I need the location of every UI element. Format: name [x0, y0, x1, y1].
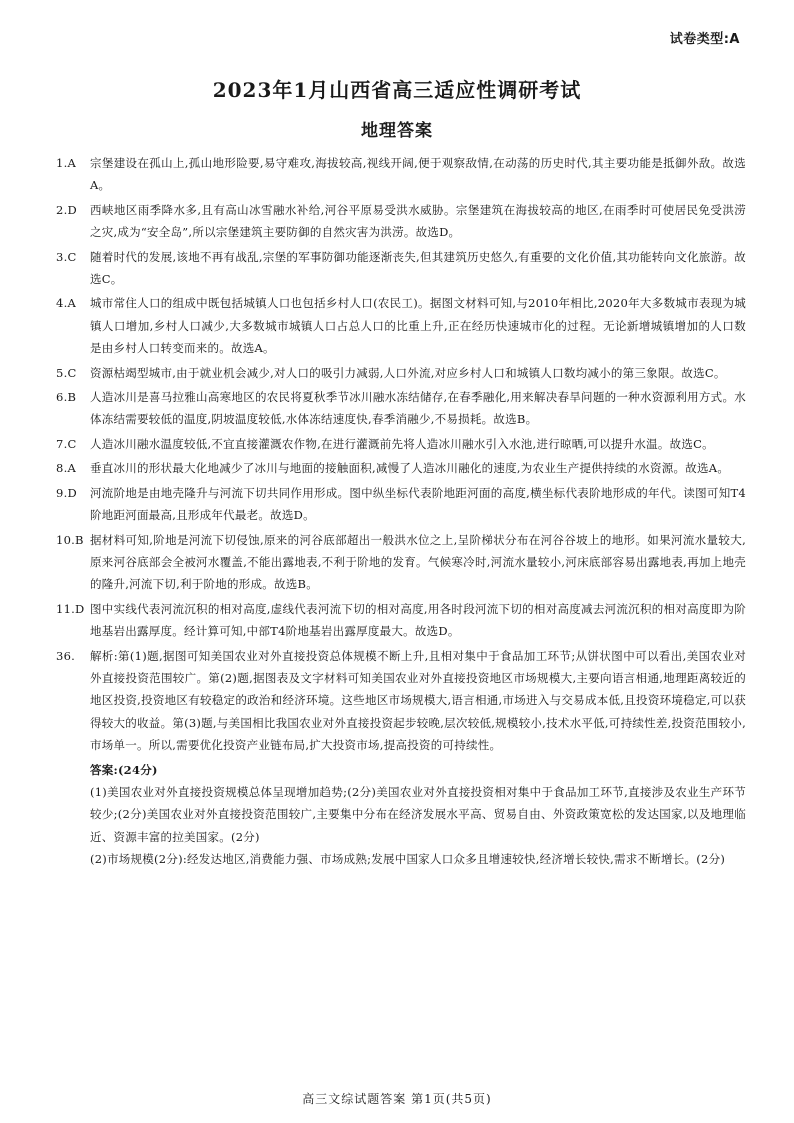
answer-item	[56, 529, 746, 596]
item-text: 城市常住人口的组成中既包括城镇人口也包括乡村人口(农民工)。据图文材料可知,与2010年相比,2020年大多数城市表现为城镇人口增加,乡村人口减少,大多数城市城镇人口占总人口的比重上升,正在经历快速城市化的过程。无论新增城镇增加的人口数是由乡村人口转变而来的。故选A。	[90, 296, 746, 356]
item-number: 5.C	[56, 365, 77, 380]
answer-item	[56, 386, 746, 431]
item-text: 据材料可知,阶地是河流下切侵蚀,原来的河谷底部超出一般洪水位之上,呈阶梯状分布在河谷谷坡上的地形。如果河流水量较大,原来河谷底部会全被河水覆盖,不能出露地表,不利于阶地的发育。气候寒冷时,河流水量较小,河床底部容易出露地表,再加上地壳的隆升,河流下切,利于阶地的形成。故选B。	[90, 532, 746, 592]
item-number: 8.A	[56, 461, 77, 476]
item-text: 垂直冰川的形状最大化地减少了冰川与地面的接触面积,减慢了人造冰川融化的速度,为农业生产提供持续的水资源。故选A。	[90, 461, 730, 476]
item-number: 7.C	[56, 436, 77, 451]
answer-item	[56, 199, 746, 244]
item-text: 图中实线代表河流沉积的相对高度,虚线代表河流下切的相对高度,用各时段河流下切的相对高度减去河流沉积的相对高度即为阶地基岩出露厚度。经计算可知,中部T4阶地基岩出露厚度最大。故选D。	[90, 601, 746, 639]
item-text: 西峡地区雨季降水多,且有高山冰雪融水补给,河谷平原易受洪水威胁。宗堡建筑在海拔较高的地区,在雨季时可使居民免受洪涝之灾,成为“安全岛”,所以宗堡建筑主要防御的自然灾害为洪涝。故选D。	[90, 202, 746, 240]
paper-type-label: 试卷类型:A	[669, 32, 740, 47]
answer-item	[56, 246, 746, 291]
item-number: 6.B	[56, 390, 77, 405]
item-number: 4.A	[56, 296, 77, 311]
explanation-text: 解析:第(1)题,据图可知美国农业对外直接投资总体规模不断上升,且相对集中于食品加工环节;从饼状图中可以看出,美国农业对外直接投资范围较广。第(2)题,据图表及文字材料可知美国农业对外直接投资地区市场规模大,主要向语言相通,地理距离较近的地区投资,投资地区有较稳定的政治和经济环境。这些地区市场规模大,语言相通,市场进入与交易成本低,且投资环境稳定,可以获得较大的收益。第(3)题,与美国相比我国农业对外直接投资起步较晚,层次较低,规模较小,技术水平低,可持续性差,投资范围较小,市场单一。所以,需要优化投资产业链布局,扩大投资市场,提高投资的可持续性。	[90, 648, 746, 753]
answer-item	[56, 457, 746, 479]
item-number: 11.D	[56, 601, 85, 616]
item-number: 1.A	[56, 156, 77, 170]
item-number: 10.B	[56, 532, 84, 547]
item-number: 2.D	[56, 202, 77, 217]
page-footer: 高三文综试题答案 第1页(共5页)	[302, 1092, 492, 1106]
answer-item	[56, 482, 746, 527]
explanation-block	[56, 645, 746, 757]
item-text: 随着时代的发展,该地不再有战乱,宗堡的军事防御功能逐渐丧失,但其建筑历史悠久,有重要的文化价值,其功能转向文化旅游。故选C。	[90, 249, 746, 287]
answer-item	[56, 362, 746, 384]
item-text: 人造冰川融水温度较低,不宜直接灌溉农作物,在进行灌溉前先将人造冰川融水引入水池,进行晾晒,可以提升水温。故选C。	[90, 436, 714, 451]
answer-subtitle: 地理答案	[361, 121, 433, 141]
item-text: 宗堡建设在孤山上,孤山地形险要,易守难攻,海拔较高,视线开阔,便于观察敌情,在动荡的历史时代,其主要功能是抵御外敌。故选A。	[90, 156, 746, 193]
item-number: 9.D	[56, 485, 77, 500]
answer-heading: 答案:(24分)	[90, 762, 158, 777]
explanation-number: 36.	[56, 648, 76, 663]
answer-content	[56, 152, 746, 871]
item-number: 3.C	[56, 249, 77, 264]
exam-title: 2023年1月山西省高三适应性调研考试	[212, 78, 582, 102]
item-text: 人造冰川是喜马拉雅山高寒地区的农民将夏秋季节冰川融水冻结储存,在春季融化,用来解决春旱问题的一种水资源利用方式。水体冻结需要较低的温度,阴坡温度较低,水体冻结速度快,春季消融少,不易损耗。故选B。	[90, 390, 746, 427]
answer-item	[56, 598, 746, 643]
item-text: 河流阶地是由地壳隆升与河流下切共同作用形成。图中纵坐标代表阶地距河面的高度,横坐标代表阶地形成的年代。读图可知T4阶地距河面最高,且形成年代最老。故选D。	[90, 485, 746, 523]
answer-paragraph: (2)市场规模(2分):经发达地区,消费能力强、市场成熟;发展中国家人口众多且增速较快,经济增长较快,需求不断增长。(2分)	[90, 852, 726, 867]
answer-paragraph: (1)美国农业对外直接投资规模总体呈现增加趋势;(2分)美国农业对外直接投资相对集中于食品加工环节,直接涉及农业生产环节较少;(2分)美国农业对外直接投资范围较广,主要集中分布在经济发展水平高、贸易自由、外资政策宽松的发达国家,以及地理临近、资源丰富的拉美国家。(2分)	[90, 784, 746, 844]
item-text: 资源枯竭型城市,由于就业机会减少,对人口的吸引力减弱,人口外流,对应乡村人口和城镇人口数均减小的第三象限。故选C。	[90, 365, 726, 380]
answer-item	[56, 152, 746, 197]
answer-item	[56, 292, 746, 359]
answer-item	[56, 433, 746, 455]
